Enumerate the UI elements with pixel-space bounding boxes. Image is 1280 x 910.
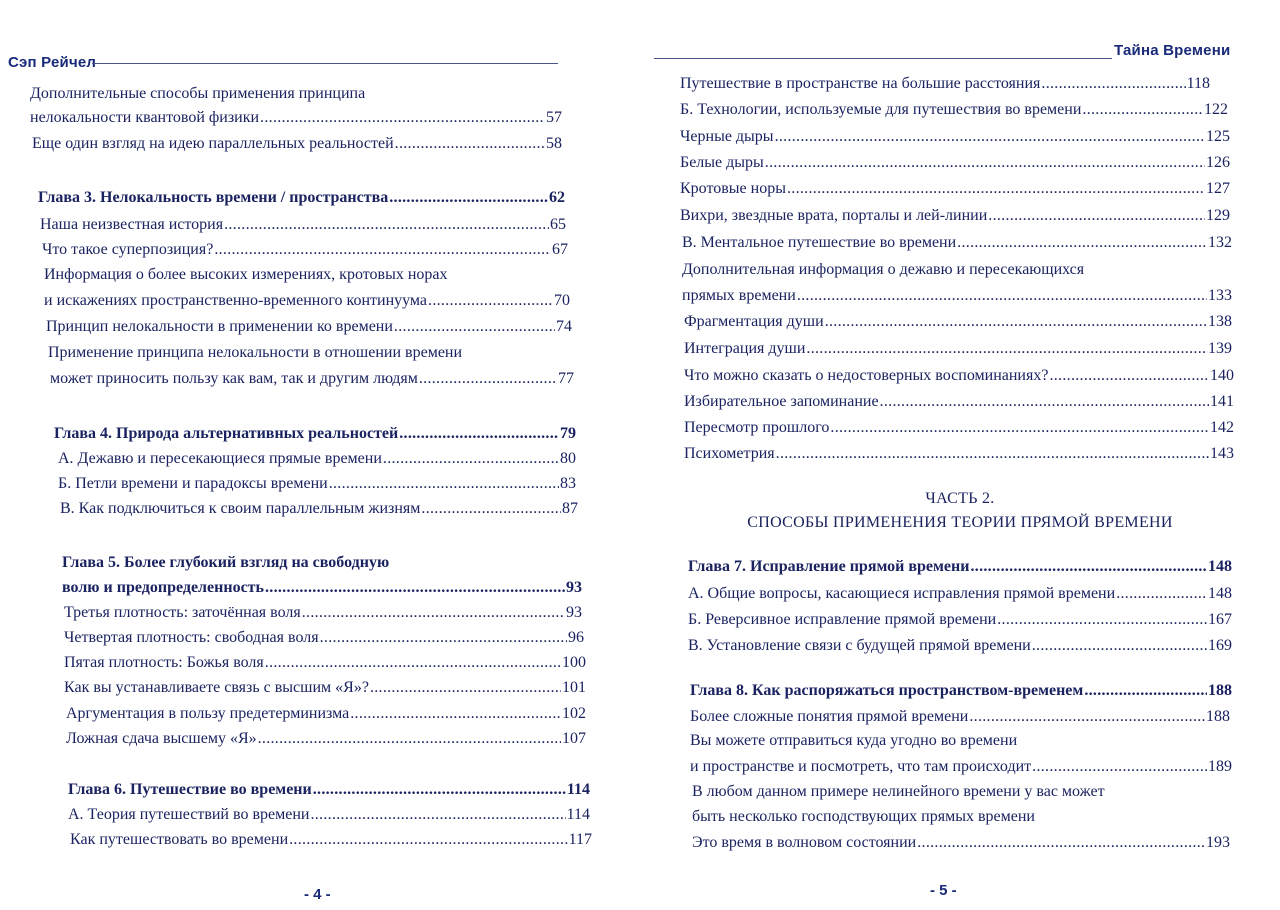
toc-chapter-entry: Глава 5. Более глубокий взгляд на свободную (62, 554, 390, 571)
toc-chapter-entry: Глава 7. Исправление прямой времени ..... 148 (688, 557, 1232, 577)
right-page-number: - 5 - (930, 882, 957, 899)
left-header-rule (92, 63, 558, 64)
toc-entry: Избирательное запоминание ..... 141 (684, 392, 1234, 412)
toc-entry: Фрагментация души ..... 138 (684, 312, 1232, 332)
toc-entry: Как вы устанавливаете связь с высшим «Я»? ..... 101 (64, 678, 586, 698)
toc-entry: Принцип нелокальности в применении ко времени ..... 74 (46, 317, 572, 337)
toc-entry: может приносить пользу как вам, так и другим людям ..... 77 (50, 369, 574, 389)
left-running-header: Сэп Рейчел (8, 54, 97, 71)
toc-entry: Вихри, звездные врата, порталы и лей-линии ..... 129 (680, 206, 1230, 226)
toc-entry: Более сложные понятия прямой времени ..... 188 (690, 707, 1230, 727)
toc-entry: Кротовые норы ..... 127 (680, 179, 1230, 199)
right-running-header: Тайна Времени (1114, 42, 1231, 59)
toc-entry: Что такое суперпозиция? ..... 67 (42, 240, 568, 260)
toc-entry: Б. Реверсивное исправление прямой времени ..... 167 (688, 610, 1232, 630)
toc-entry: Пятая плотность: Божья воля ..... 100 (64, 653, 586, 673)
toc-entry: Ложная сдача высшему «Я» ..... 107 (66, 729, 586, 749)
part-heading-number: ЧАСТЬ 2. (925, 490, 995, 507)
toc-chapter-entry: волю и предопределенность ..... 93 (62, 578, 582, 598)
toc-entry: Третья плотность: заточённая воля ..... 93 (64, 603, 582, 623)
toc-entry: Еще один взгляд на идею параллельных реальностей ..... 58 (32, 134, 562, 154)
part-heading-title: СПОСОБЫ ПРИМЕНЕНИЯ ТЕОРИИ ПРЯМОЙ ВРЕМЕНИ (747, 514, 1173, 531)
toc-entry: Белые дыры ..... 126 (680, 153, 1230, 173)
right-page (640, 0, 1280, 910)
toc-entry: Наша неизвестная история ..... 65 (40, 215, 566, 235)
toc-entry: В любом данном примере нелинейного времени у вас может (692, 783, 1105, 800)
toc-entry: Дополнительная информация о дежавю и пересекающихся (682, 261, 1085, 278)
toc-entry: Что можно сказать о недостоверных воспоминаниях? ..... 140 (684, 366, 1234, 386)
toc-entry: Психометрия ..... 143 (684, 444, 1234, 464)
toc-entry: В. Как подключиться к своим параллельным жизням ..... 87 (60, 499, 578, 519)
toc-entry: В. Ментальное путешествие во времени ..... 132 (682, 233, 1232, 253)
toc-chapter-entry: Глава 8. Как распоряжаться пространством-временем ..... 188 (690, 681, 1232, 701)
toc-entry: А. Теория путешествий во времени ..... 114 (68, 805, 590, 825)
left-page-number: - 4 - (304, 886, 331, 903)
toc-entry: А. Общие вопросы, касающиеся исправления прямой времени ..... 148 (688, 584, 1232, 604)
toc-entry: Б. Технологии, используемые для путешествия во времени ..... 122 (680, 100, 1228, 120)
toc-entry: В. Установление связи с будущей прямой времени ..... 169 (688, 636, 1232, 656)
toc-entry: быть несколько господствующих прямых времени (692, 808, 1035, 825)
toc-chapter-entry: Глава 3. Нелокальность времени / пространства ..... 62 (38, 188, 565, 208)
toc-entry: Черные дыры ..... 125 (680, 127, 1230, 147)
toc-entry: и искажениях пространственно-временного континуума ..... 70 (44, 291, 570, 311)
toc-entry: Вы можете отправиться куда угодно во времени (690, 732, 1018, 749)
toc-entry: Применение принципа нелокальности в отношении времени (48, 344, 463, 361)
toc-entry: Это время в волновом состоянии ..... 193 (692, 833, 1230, 853)
toc-chapter-entry: Глава 4. Природа альтернативных реальностей ..... 79 (54, 424, 576, 444)
toc-entry: прямых времени ..... 133 (682, 286, 1232, 306)
toc-chapter-entry: Глава 6. Путешествие во времени ..... 114 (68, 780, 590, 800)
toc-entry: Путешествие в пространстве на большие расстояния ..... 118 (680, 74, 1210, 94)
toc-entry: Информация о более высоких измерениях, кротовых норах (44, 266, 448, 283)
toc-entry: Б. Петли времени и парадоксы времени ..... 83 (58, 474, 576, 494)
toc-entry: нелокальности квантовой физики ..... 57 (30, 108, 562, 128)
toc-entry: Аргументация в пользу предетерминизма ..... 102 (66, 704, 586, 724)
toc-entry: Пересмотр прошлого ..... 142 (684, 418, 1234, 438)
toc-entry: А. Дежавю и пересекающиеся прямые времени ..... 80 (58, 449, 576, 469)
toc-entry: Интеграция души ..... 139 (684, 339, 1232, 359)
toc-entry: Четвертая плотность: свободная воля ..... 96 (64, 628, 584, 648)
toc-entry: Как путешествовать во времени ..... 117 (70, 830, 592, 850)
right-header-rule (654, 58, 1112, 59)
toc-entry: Дополнительные способы применения принципа (30, 85, 366, 102)
toc-entry: и пространстве и посмотреть, что там происходит ..... 189 (690, 757, 1232, 777)
